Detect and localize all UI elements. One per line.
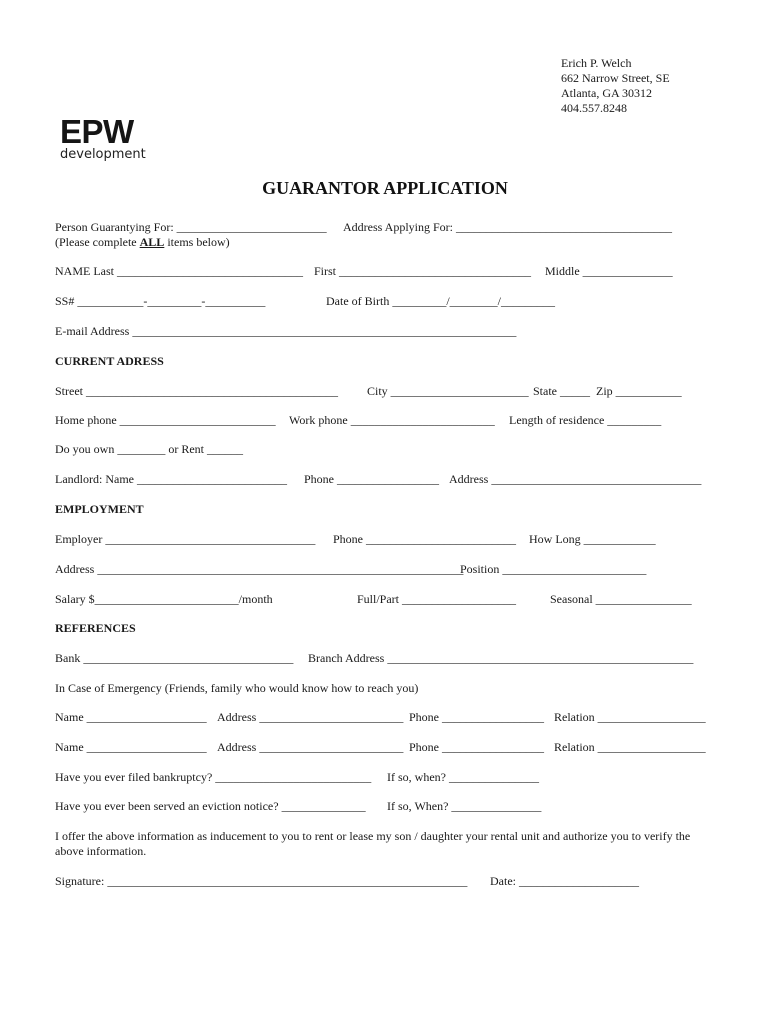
sender-street: 662 Narrow Street, SE [561,71,670,85]
bankruptcy-question-field[interactable]: Have you ever filed bankruptcy? __________________________ [55,770,372,784]
landlord-name-field[interactable]: Landlord: Name _________________________ [55,472,287,486]
signature-field[interactable]: Signature: ____________________________________________________________ [55,874,468,888]
street-field[interactable]: Street __________________________________________ [55,384,338,398]
employer-address-field[interactable]: Address _____________________________________________________________ [55,562,464,576]
ssn-field[interactable]: SS# ___________-_________-__________ [55,294,266,308]
length-of-residence-field[interactable]: Length of residence _________ [509,413,662,427]
contact-1-relation-field[interactable]: Relation __________________ [554,710,706,724]
work-phone-field[interactable]: Work phone ________________________ [289,413,495,427]
employer-phone-field[interactable]: Phone _________________________ [333,532,516,546]
contact-1-phone-field[interactable]: Phone _________________ [409,710,544,724]
logo-wordmark: EPW [60,113,134,150]
state-field[interactable]: State _____ [533,384,590,398]
middle-name-field[interactable]: Middle _______________ [545,264,673,278]
date-field[interactable]: Date: ____________________ [490,874,639,888]
person-guarantying-field[interactable]: Person Guarantying For: _________________________ [55,220,327,234]
salary-field[interactable]: Salary $________________________/month [55,592,273,606]
how-long-field[interactable]: How Long ____________ [529,532,656,546]
bank-field[interactable]: Bank ___________________________________ [55,651,294,665]
full-part-field[interactable]: Full/Part ___________________ [357,592,517,606]
email-field[interactable]: E-mail Address ________________________________________________________________ [55,324,517,338]
landlord-address-field[interactable]: Address ___________________________________ [449,472,702,486]
contact-1-address-field[interactable]: Address ________________________ [217,710,404,724]
complete-all-emphasis: ALL [139,235,165,249]
date-of-birth-field[interactable]: Date of Birth _________/________/_________ [326,294,555,308]
own-or-rent-field[interactable]: Do you own ________ or Rent ______ [55,442,243,456]
contact-2-name-field[interactable]: Name ____________________ [55,740,207,754]
home-phone-field[interactable]: Home phone __________________________ [55,413,276,427]
complete-all-note-pre: (Please complete [55,235,140,249]
city-field[interactable]: City _______________________ [367,384,529,398]
contact-2-relation-field[interactable]: Relation __________________ [554,740,706,754]
last-name-field[interactable]: NAME Last _______________________________ [55,264,303,278]
landlord-phone-field[interactable]: Phone _________________ [304,472,439,486]
first-name-field[interactable]: First ________________________________ [314,264,532,278]
complete-all-note-post: items below) [164,235,230,249]
bankruptcy-when-field[interactable]: If so, when? _______________ [387,770,539,784]
complete-all-note [55,235,230,250]
sender-city-state-zip: Atlanta, GA 30312 [561,86,652,100]
company-logo [60,113,146,162]
address-applying-field[interactable]: Address Applying For: ____________________________________ [343,220,673,234]
page-title: GUARANTOR APPLICATION [262,178,508,198]
current-address-heading: CURRENT ADRESS [55,354,164,368]
sender-name: Erich P. Welch [561,56,632,70]
contact-1-name-field[interactable]: Name ____________________ [55,710,207,724]
eviction-question-field[interactable]: Have you ever been served an eviction notice? ______________ [55,799,366,813]
references-heading: REFERENCES [55,621,136,635]
position-field[interactable]: Position ________________________ [460,562,647,576]
emergency-contact-note: In Case of Emergency (Friends, family who would know how to reach you) [55,681,419,695]
branch-address-field[interactable]: Branch Address ___________________________________________________ [308,651,694,665]
zip-field[interactable]: Zip ___________ [596,384,682,398]
sender-address-block [561,56,670,116]
employment-heading: EMPLOYMENT [55,502,144,516]
employer-field[interactable]: Employer ___________________________________ [55,532,316,546]
contact-2-phone-field[interactable]: Phone _________________ [409,740,544,754]
contact-2-address-field[interactable]: Address ________________________ [217,740,404,754]
logo-subtitle: development [60,147,146,162]
seasonal-field[interactable]: Seasonal ________________ [550,592,692,606]
authorization-statement: I offer the above information as inducement to you to rent or lease my son / daughter your rental unit and authorize you to verify the above information. [55,829,691,858]
eviction-when-field[interactable]: If so, When? _______________ [387,799,542,813]
sender-phone: 404.557.8248 [561,101,627,115]
